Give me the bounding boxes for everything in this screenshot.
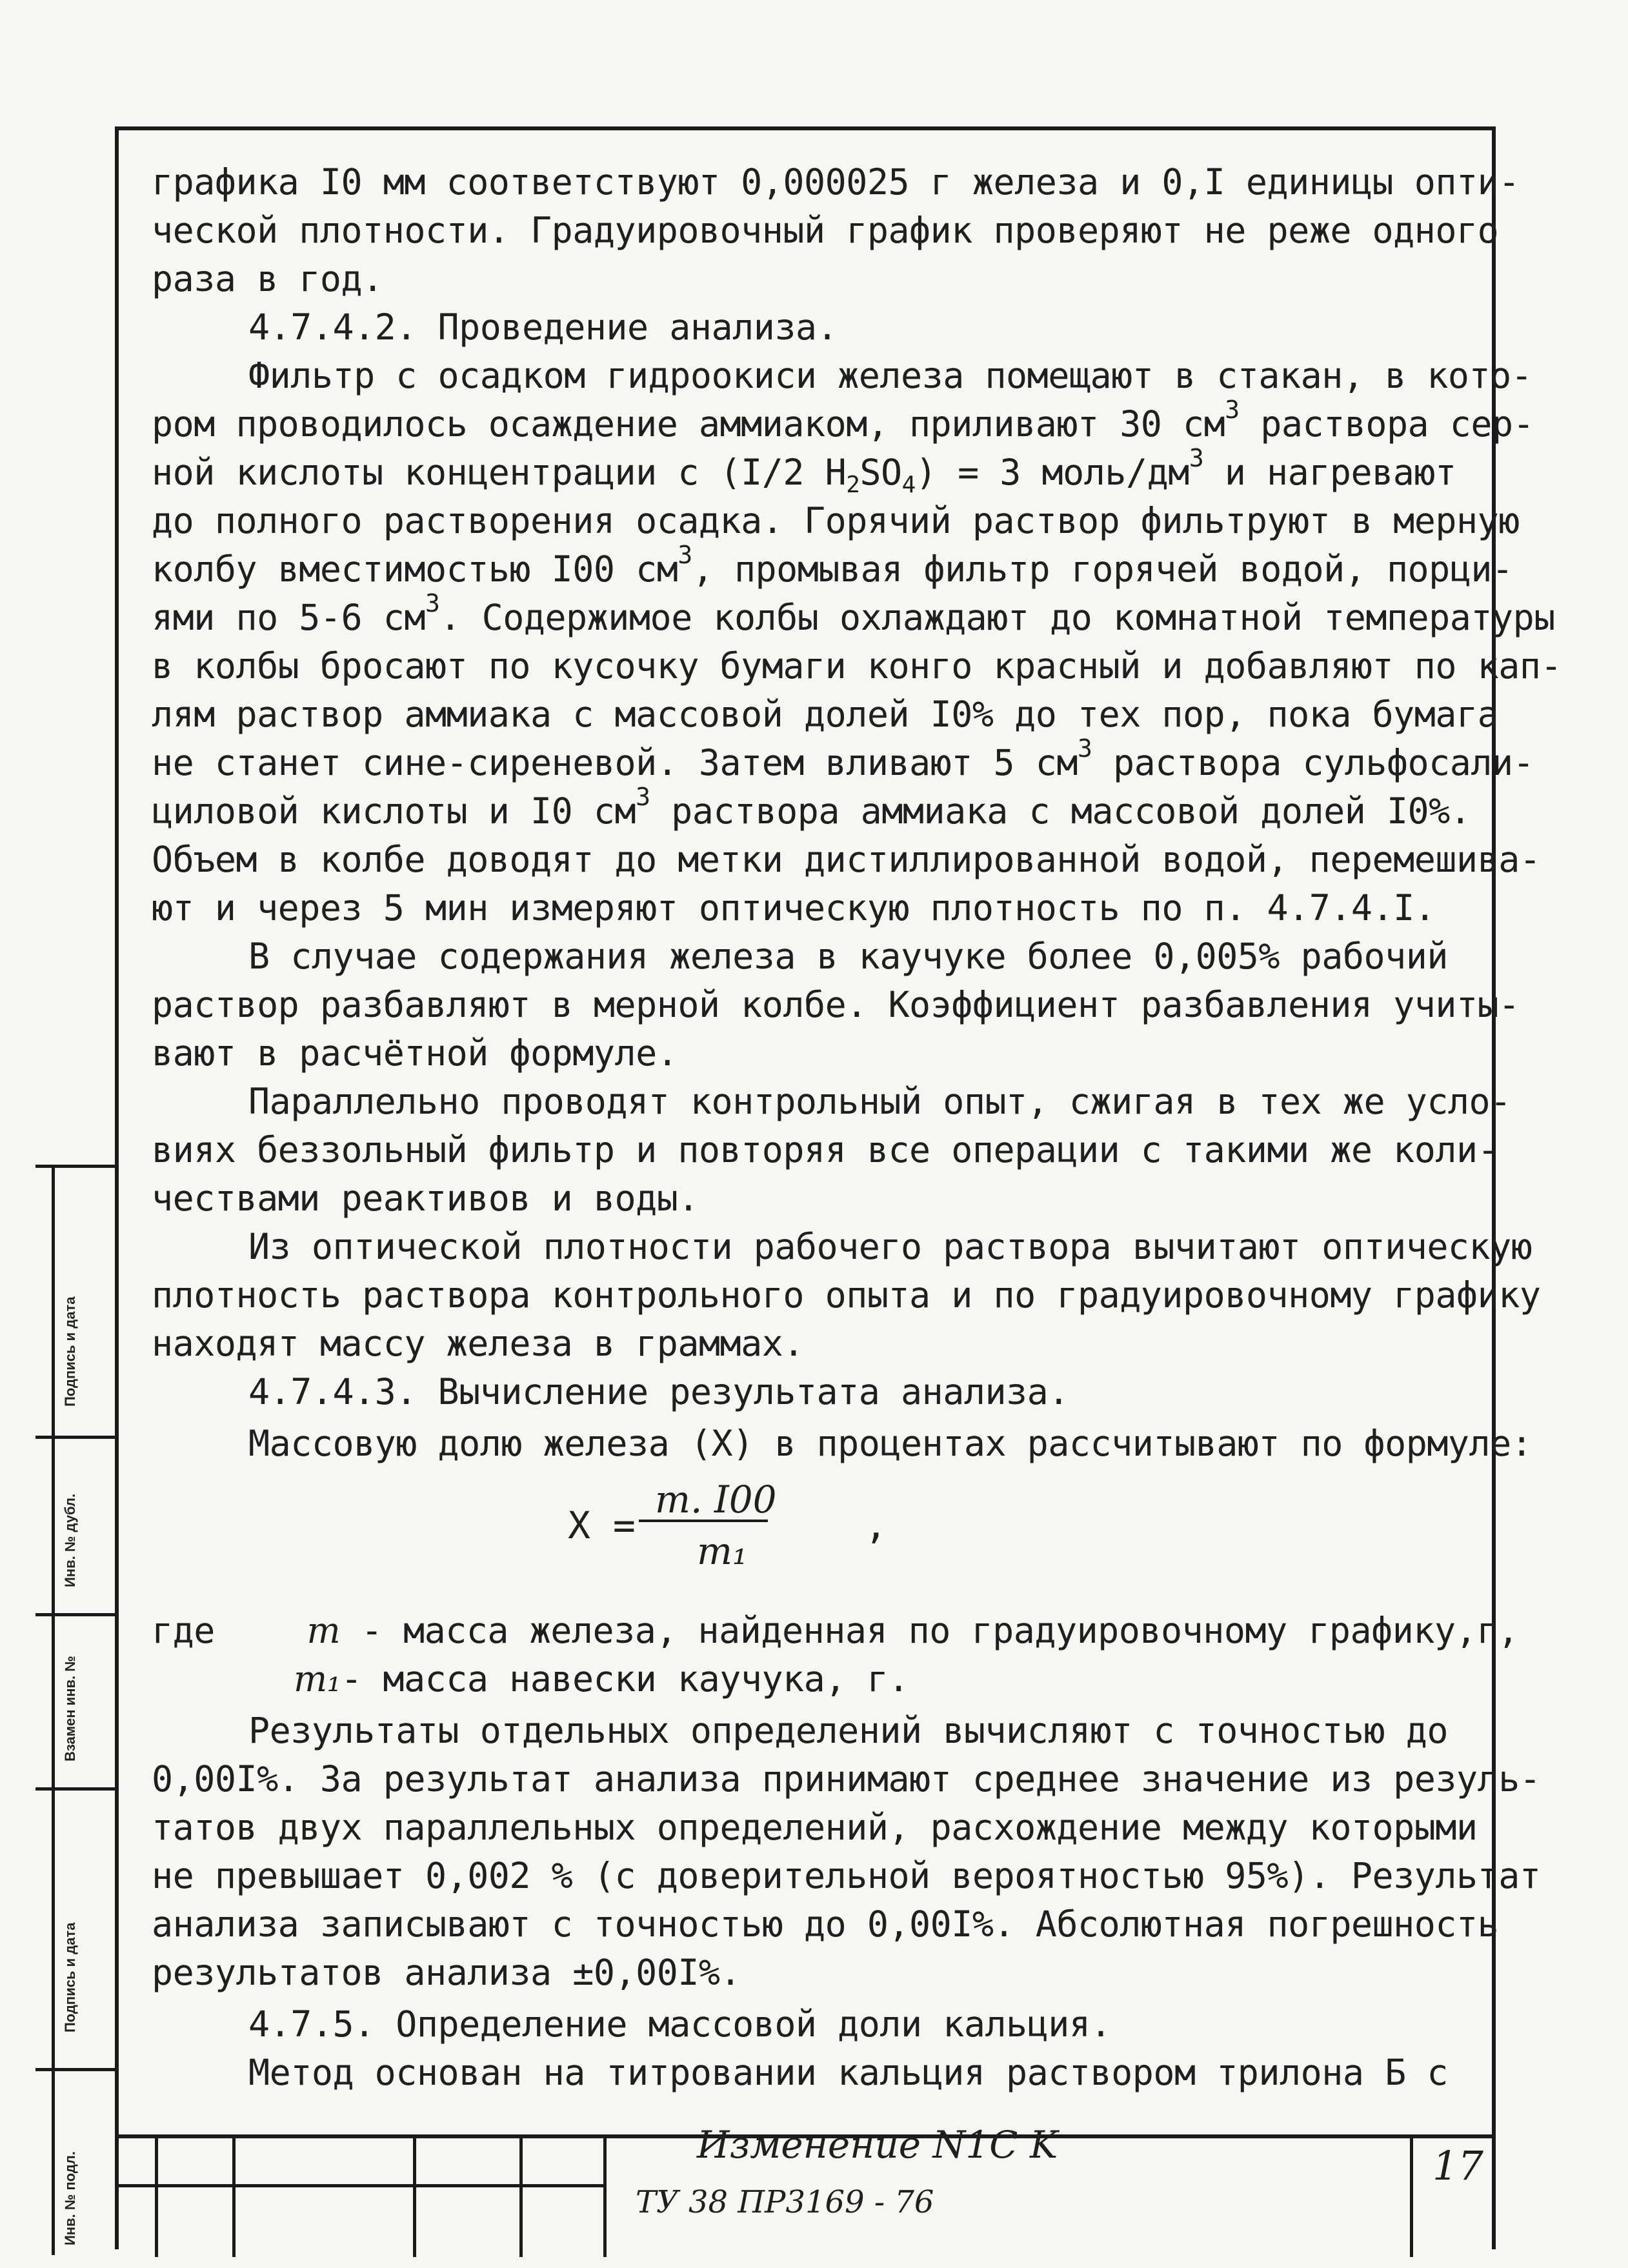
text-line: виях беззольный фильтр и повторяя все операции с такими же коли- (152, 1129, 1499, 1170)
text-line: находят массу железа в граммах. (152, 1323, 804, 1364)
stamp-cell-line (232, 2134, 236, 2257)
text-line: татов двух параллельных определений, расхождение между которыми (152, 1807, 1478, 1848)
stamp-cell-line (603, 2134, 607, 2257)
side-stamp-divider (35, 1436, 118, 1439)
text-line: ром проводилось осаждение аммиаком, приливают 30 $см^3$ раствора сер- (152, 396, 1534, 445)
side-stamp-divider (35, 2068, 118, 2071)
fraction-bar (639, 1520, 768, 1522)
text-line: чествами реактивов и воды. (152, 1178, 699, 1219)
text-line: графика I0 мм соответствуют 0,000025 г железа и 0,I единицы опти- (152, 161, 1520, 203)
stamp-change-note: Изменение N1C K (697, 2123, 1058, 2167)
formula-comma: , (865, 1503, 887, 1547)
side-label-replaces-no: Взамен инв. № (62, 1656, 78, 1761)
text-line: до полного растворения осадка. Горячий раствор фильтруют в мерную (152, 500, 1520, 541)
text-line: анализа записывают с точностью до 0,00I%. Абсолютная погрешность (152, 1903, 1499, 1945)
text-line: вают в расчётной формуле. (152, 1032, 678, 1074)
text-line: лям раствор аммиака с массовой долей I0% до тех пор, пока бумага (152, 694, 1499, 735)
where-line-m1: m₁- масса навески каучука, г. (294, 1658, 909, 1700)
stamp-cell-line (155, 2134, 158, 2257)
side-label-signature-date: Подпись и дата (62, 1296, 78, 1407)
text-line: 0,00I%. За результат анализа принимают среднее значение из резуль- (152, 1758, 1541, 1800)
side-stamp-divider (35, 1165, 118, 1168)
formula-numerator: m. I00 (655, 1478, 777, 1521)
text-line: ями по 5-6 $см^3$. Содержимое колбы охлаждают до комнатной температуры (152, 589, 1555, 638)
formula-lhs: X = (568, 1503, 636, 1547)
side-label-signature-date-2: Подпись и дата (62, 1922, 78, 2032)
text-line: В случае содержания железа в каучуке более 0,005% рабочий (248, 936, 1448, 977)
side-stamp-border (52, 1165, 55, 2255)
text-line: плотность раствора контрольного опыта и по градуировочному графику (152, 1274, 1541, 1316)
text-line: не станет сине-сиреневой. Затем вливают 5 $см^3$ раствора сульфосали- (152, 734, 1534, 783)
stamp-tu-number: ТУ 38 ПР3169 - 76 (636, 2184, 934, 2220)
text-line: ют и через 5 мин измеряют оптическую плотность по п. 4.7.4.I. (152, 887, 1436, 928)
text-line: Из оптической плотности рабочего раствора вычитают оптическую (248, 1226, 1533, 1267)
text-line: Результаты отдельных определений вычисляют с точностью до (248, 1710, 1448, 1751)
text-line: Фильтр с осадком гидроокиси железа помещают в стакан, в кото- (248, 355, 1533, 396)
section-heading: 4.7.5. Определение массовой доли кальция. (248, 2003, 1112, 2045)
side-stamp-divider (35, 1787, 118, 1791)
stamp-divider (115, 2184, 605, 2187)
side-stamp-divider (35, 1613, 118, 1616)
text-line: раза в год. (152, 258, 383, 299)
text-line: раствор разбавляют в мерной колбе. Коэффициент разбавления учиты- (152, 984, 1520, 1025)
text-line: Метод основан на титровании кальция раствором трилона Б с (248, 2052, 1448, 2093)
side-label-duplicate-no: Инв. № дубл. (62, 1493, 78, 1587)
text-line: циловой кислоты и I0 $см^3$ раствора аммиака с массовой долей I0%. (152, 783, 1471, 832)
text-line: Объем в колбе доводят до метки дистиллированной водой, перемешива- (152, 839, 1541, 880)
section-heading: 4.7.4.2. Проведение анализа. (248, 306, 838, 348)
formula-denominator: m₁ (697, 1529, 748, 1573)
side-label-original-no: Инв. № подл. (62, 2151, 78, 2245)
text-line: колбу вместимостью I00 $см^3$, промывая фильтр горячей водой, порци- (152, 541, 1513, 590)
stamp-cell-line (1410, 2134, 1413, 2257)
text-line: Массовую долю железа (X) в процентах рассчитывают по формуле: (248, 1423, 1533, 1464)
stamp-cell-line (413, 2134, 416, 2257)
page-number: 17 (1432, 2142, 1483, 2189)
section-heading: 4.7.4.3. Вычисление результата анализа. (248, 1371, 1069, 1412)
formula (568, 1478, 890, 1573)
text-line: ческой плотности. Градуировочный график проверяют не реже одного (152, 210, 1499, 251)
text-line: не превышает 0,002 % (с доверительной вероятностью 95%). Результат (152, 1855, 1541, 1896)
text-line: Параллельно проводят контрольный опыт, сжигая в тех же усло- (248, 1081, 1511, 1122)
text-line: результатов анализа ±0,00I%. (152, 1952, 741, 1993)
where-line-m: где m - масса железа, найденная по градуировочному графику,г, (152, 1610, 1519, 1651)
text-line: в колбы бросают по кусочку бумаги конго красный и добавляют по кап- (152, 645, 1562, 687)
stamp-cell-line (519, 2134, 523, 2257)
text-line: ной кислоты концентрации с (I/2 $H_2SO_4) = 3$ моль/$дм^3$ и нагревают (152, 444, 1456, 498)
